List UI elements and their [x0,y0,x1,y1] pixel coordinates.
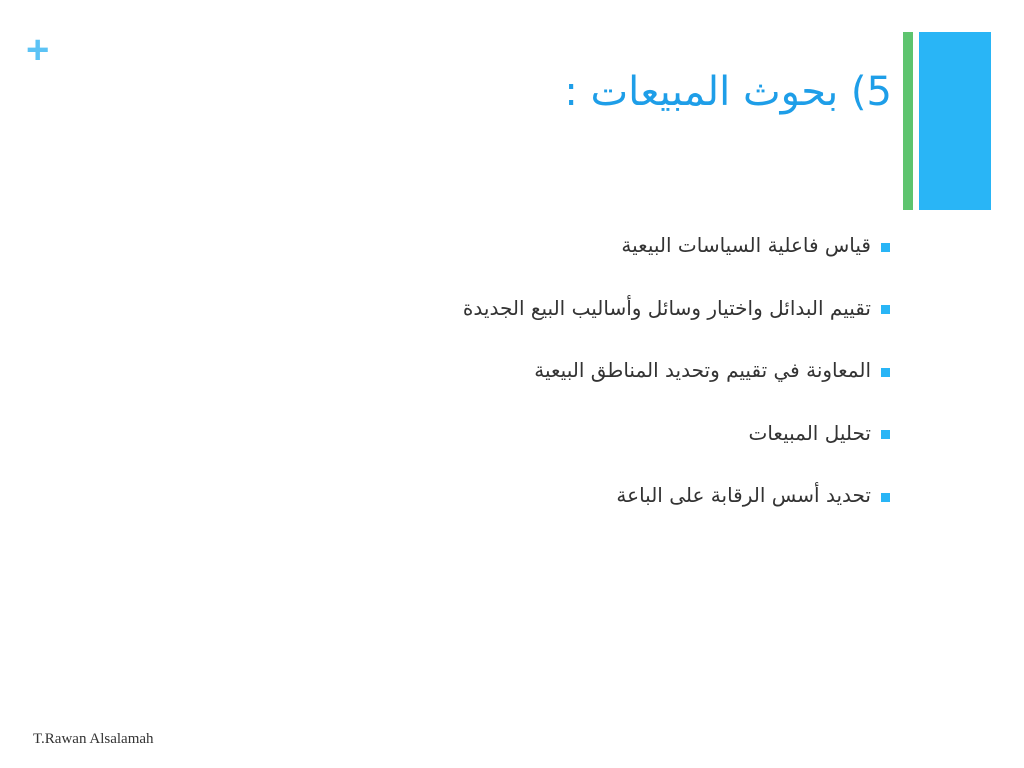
bullet-square-icon [881,493,890,502]
footer-author: T.Rawan Alsalamah [33,731,154,747]
bullet-list [270,226,890,539]
bullet-square-icon [881,430,890,439]
bullet-text: تحديد أسس الرقابة على الباعة [616,483,871,507]
bullet-text: قياس فاعلية السياسات البيعية [621,233,871,257]
bullet-item [270,289,890,327]
bullet-text: تحليل المبيعات [748,420,871,445]
bullet-item [270,226,890,264]
plus-icon: + [26,28,50,72]
bullet-square-icon [881,305,890,314]
slide-title: 5) بحوث المبيعات : [564,69,892,115]
bullet-text: المعاونة في تقييم وتحديد المناطق البيعية [534,358,871,382]
accent-bar-blue [919,32,991,210]
bullet-text: تقييم البدائل واختيار وسائل وأساليب البيع الجديدة [462,295,871,320]
bullet-square-icon [881,368,890,377]
bullet-item [270,414,890,452]
bullet-item [270,476,890,514]
accent-bar-green [903,32,913,210]
bullet-item [270,351,890,389]
bullet-square-icon [881,243,890,252]
